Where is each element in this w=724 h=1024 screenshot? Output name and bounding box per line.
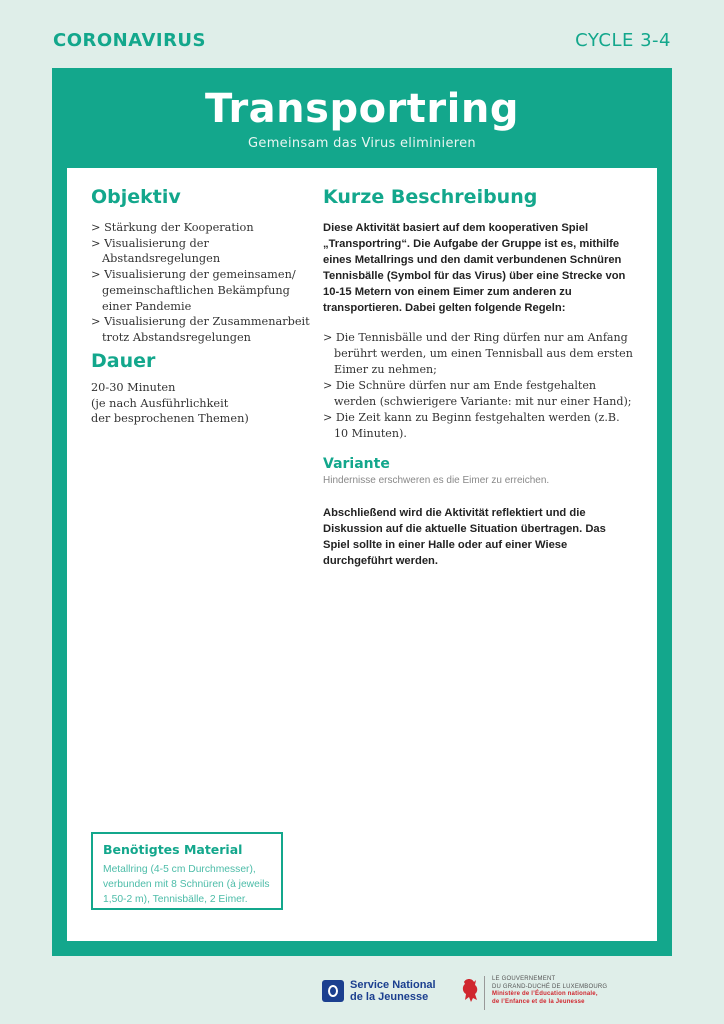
government-name xyxy=(492,976,607,1006)
lion-icon xyxy=(460,976,482,1004)
material-text: Metallring (4-5 cm Durchmesser), verbunden mit 8 Schnüren (à jeweils 1,50-2 m), Tennisbälle, 2 Eimer. xyxy=(103,864,270,905)
beschreibung-intro: Diese Aktivität basiert auf dem kooperativen Spiel „Transportring“. Die Aufgabe der Gruppe ist es, mithilfe eines Metallrings und den damit verbundenen Schnüren Tennisbälle (Symbol für das Virus) über eine Strecke von 10-15 Metern von einem Eimer zum anderen zu transportieren. Dabei gelten folgende Regeln: xyxy=(323,222,626,314)
list-item: > Visualisierung der Abstandsregelungen xyxy=(91,236,316,267)
content-panel xyxy=(67,168,657,941)
snj-name xyxy=(350,979,436,1003)
list-item: > Die Tennisbälle und der Ring dürfen nur am Anfang berührt werden, um einen Tennisball aus dem ersten Eimer zu nehmen; xyxy=(323,330,633,378)
objektiv-list xyxy=(91,220,316,346)
material-heading: Benötigtes Material xyxy=(103,842,243,857)
dauer-text: 20-30 Minuten (je nach Ausführlichkeit der besprochenen Themen) xyxy=(91,381,249,426)
footer-divider xyxy=(484,976,485,1010)
material-box xyxy=(91,832,283,910)
list-item: > Die Schnüre dürfen nur am Ende festgehalten werden (schwierigere Variante: mit nur einer Hand); xyxy=(323,378,633,410)
list-item: > Die Zeit kann zu Beginn festgehalten werden (z.B. 10 Minuten). xyxy=(323,410,633,442)
list-item: > Visualisierung der gemeinsamen/ gemeinschaftlichen Bekämpfung einer Pandemie xyxy=(91,267,316,314)
gov-line-1: LE GOUVERNEMENT xyxy=(492,976,556,982)
activity-card xyxy=(52,68,672,956)
closing-text: Abschließend wird die Aktivität reflektiert und die Diskussion auf die aktuelle Situation übertragen. Das Spiel sollte in einer Halle oder auf einer Wiese durchgeführt werden. xyxy=(323,507,606,567)
list-item: > Visualisierung der Zusammenarbeit trotz Abstandsregelungen xyxy=(91,314,316,345)
rules-list xyxy=(323,330,633,442)
snj-line-2: de la Jeunesse xyxy=(350,991,429,1003)
gov-line-3: Ministère de l’Éducation nationale, xyxy=(492,991,598,997)
page-subtitle: Gemeinsam das Virus eliminieren xyxy=(248,136,476,151)
beschreibung-heading: Kurze Beschreibung xyxy=(323,186,538,208)
variante-heading: Variante xyxy=(323,456,390,472)
page-title: Transportring xyxy=(205,86,519,132)
objektiv-heading: Objektiv xyxy=(91,186,181,208)
variante-text: Hindernisse erschweren es die Eimer zu erreichen. xyxy=(323,475,550,486)
header-coronavirus: CORONAVIRUS xyxy=(53,30,207,51)
dauer-heading: Dauer xyxy=(91,350,156,372)
gov-line-2: DU GRAND-DUCHÉ DE LUXEMBOURG xyxy=(492,983,608,990)
snj-logo-icon xyxy=(322,980,344,1002)
snj-line-1: Service National xyxy=(350,979,436,991)
gov-line-4: de l’Enfance et de la Jeunesse xyxy=(492,998,585,1005)
footer xyxy=(0,964,724,1024)
list-item: > Stärkung der Kooperation xyxy=(91,220,316,236)
header-cycle: CYCLE 3-4 xyxy=(575,30,671,51)
